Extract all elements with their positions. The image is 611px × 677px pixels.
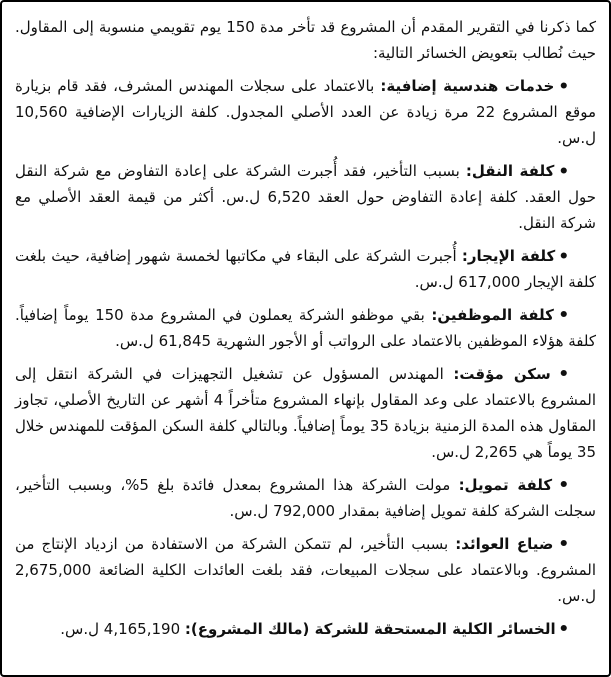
item-label: كلفة الإيجار: [461, 247, 556, 265]
bullet-icon: • [558, 160, 570, 182]
list-item-transport-cost [15, 158, 596, 236]
item-text: أُجبرت الشركة على البقاء في مكاتبها لخمسة شهور إضافية، حيث بلغت كلفة الإيجار 617,000 ل.س. [15, 247, 596, 291]
bullet-icon: • [558, 245, 570, 267]
item-label: كلفة النقل: [465, 162, 555, 180]
bullet-icon: • [558, 533, 570, 555]
item-text: بسبب التأخير، لم تتمكن الشركة من الاستفادة من ازدياد الإنتاج من المشروع. وبالاعتماد على سجلات المبيعات، فقد بلغت العائدات الكلية الضائعة 2,675,000 ل.س. [15, 535, 596, 605]
bullet-icon: • [558, 304, 570, 326]
item-label: خدمات هندسية إضافية: [380, 77, 555, 95]
item-text: بقي موظفو الشركة يعملون في المشروع مدة 150 يوماً إضافياً. كلفة هؤلاء الموظفين بالاعتماد على الرواتب أو الأجور الشهرية 61,845 ل.س. [15, 306, 596, 350]
list-item-staff-cost [15, 302, 596, 354]
list-item-lost-revenues [15, 531, 596, 609]
item-text: بسبب التأخير، فقد أُجبرت الشركة على إعادة التفاوض مع شركة النقل حول العقد. كلفة إعادة التفاوض حول العقد 6,520 ل.س. أكثر من قيمة العقد الأصلي مع شركة النقل. [15, 162, 596, 232]
item-label: كلفة الموظفين: [431, 306, 554, 324]
list-item-financing-cost [15, 472, 596, 524]
item-label: الخسائر الكلية المستحقة للشركة (مالك المشروع): [184, 620, 556, 638]
list-item-rent-cost [15, 243, 596, 295]
list-item-total-losses [15, 616, 596, 642]
item-text: بالاعتماد على سجلات المهندس المشرف، فقد قام بزيارة موقع المشروع 22 مرة زيادة عن العدد الأصلي المجدول. كلفة الزيارات الإضافية 10,560 ل.س. [15, 77, 596, 147]
intro-paragraph: كما ذكرنا في التقرير المقدم أن المشروع قد تأخر مدة 150 يوم تقويمي منسوبة إلى المقاول. حيث نُطالب بتعويض الخسائر التالية: [15, 18, 596, 62]
bullet-icon: • [558, 618, 570, 640]
item-label: سكن مؤقت: [453, 365, 551, 383]
bullet-icon: • [558, 75, 570, 97]
item-label: ضياع العوائد: [455, 535, 554, 553]
bullet-icon: • [558, 363, 570, 385]
bullet-icon: • [558, 474, 570, 496]
list-item-extra-engineering-services [15, 73, 596, 151]
item-label: كلفة تمويل: [458, 476, 553, 494]
list-item-temporary-housing [15, 361, 596, 465]
item-text: المهندس المسؤول عن تشغيل التجهيزات في الشركة انتقل إلى المشروع بالاعتماد على وعد المقاول بإنهاء المشروع متأخراً 4 أشهر عن التاريخ الأصلي، تجاوز المقاول هذه المدة الزمنية بزيادة 35 يوماً إضافياً. وبالتالي كلفة السكن المؤقت للمهندس خلال 35 يوماً هي 2,265 ل.س. [15, 365, 596, 461]
item-text: مولت الشركة هذا المشروع بمعدل فائدة بلغ 5%، وبسبب التأخير، سجلت الشركة كلفة تمويل إضافية بمقدار 792,000 ل.س. [15, 476, 596, 520]
item-text: 4,165,190 ل.س. [60, 620, 181, 638]
